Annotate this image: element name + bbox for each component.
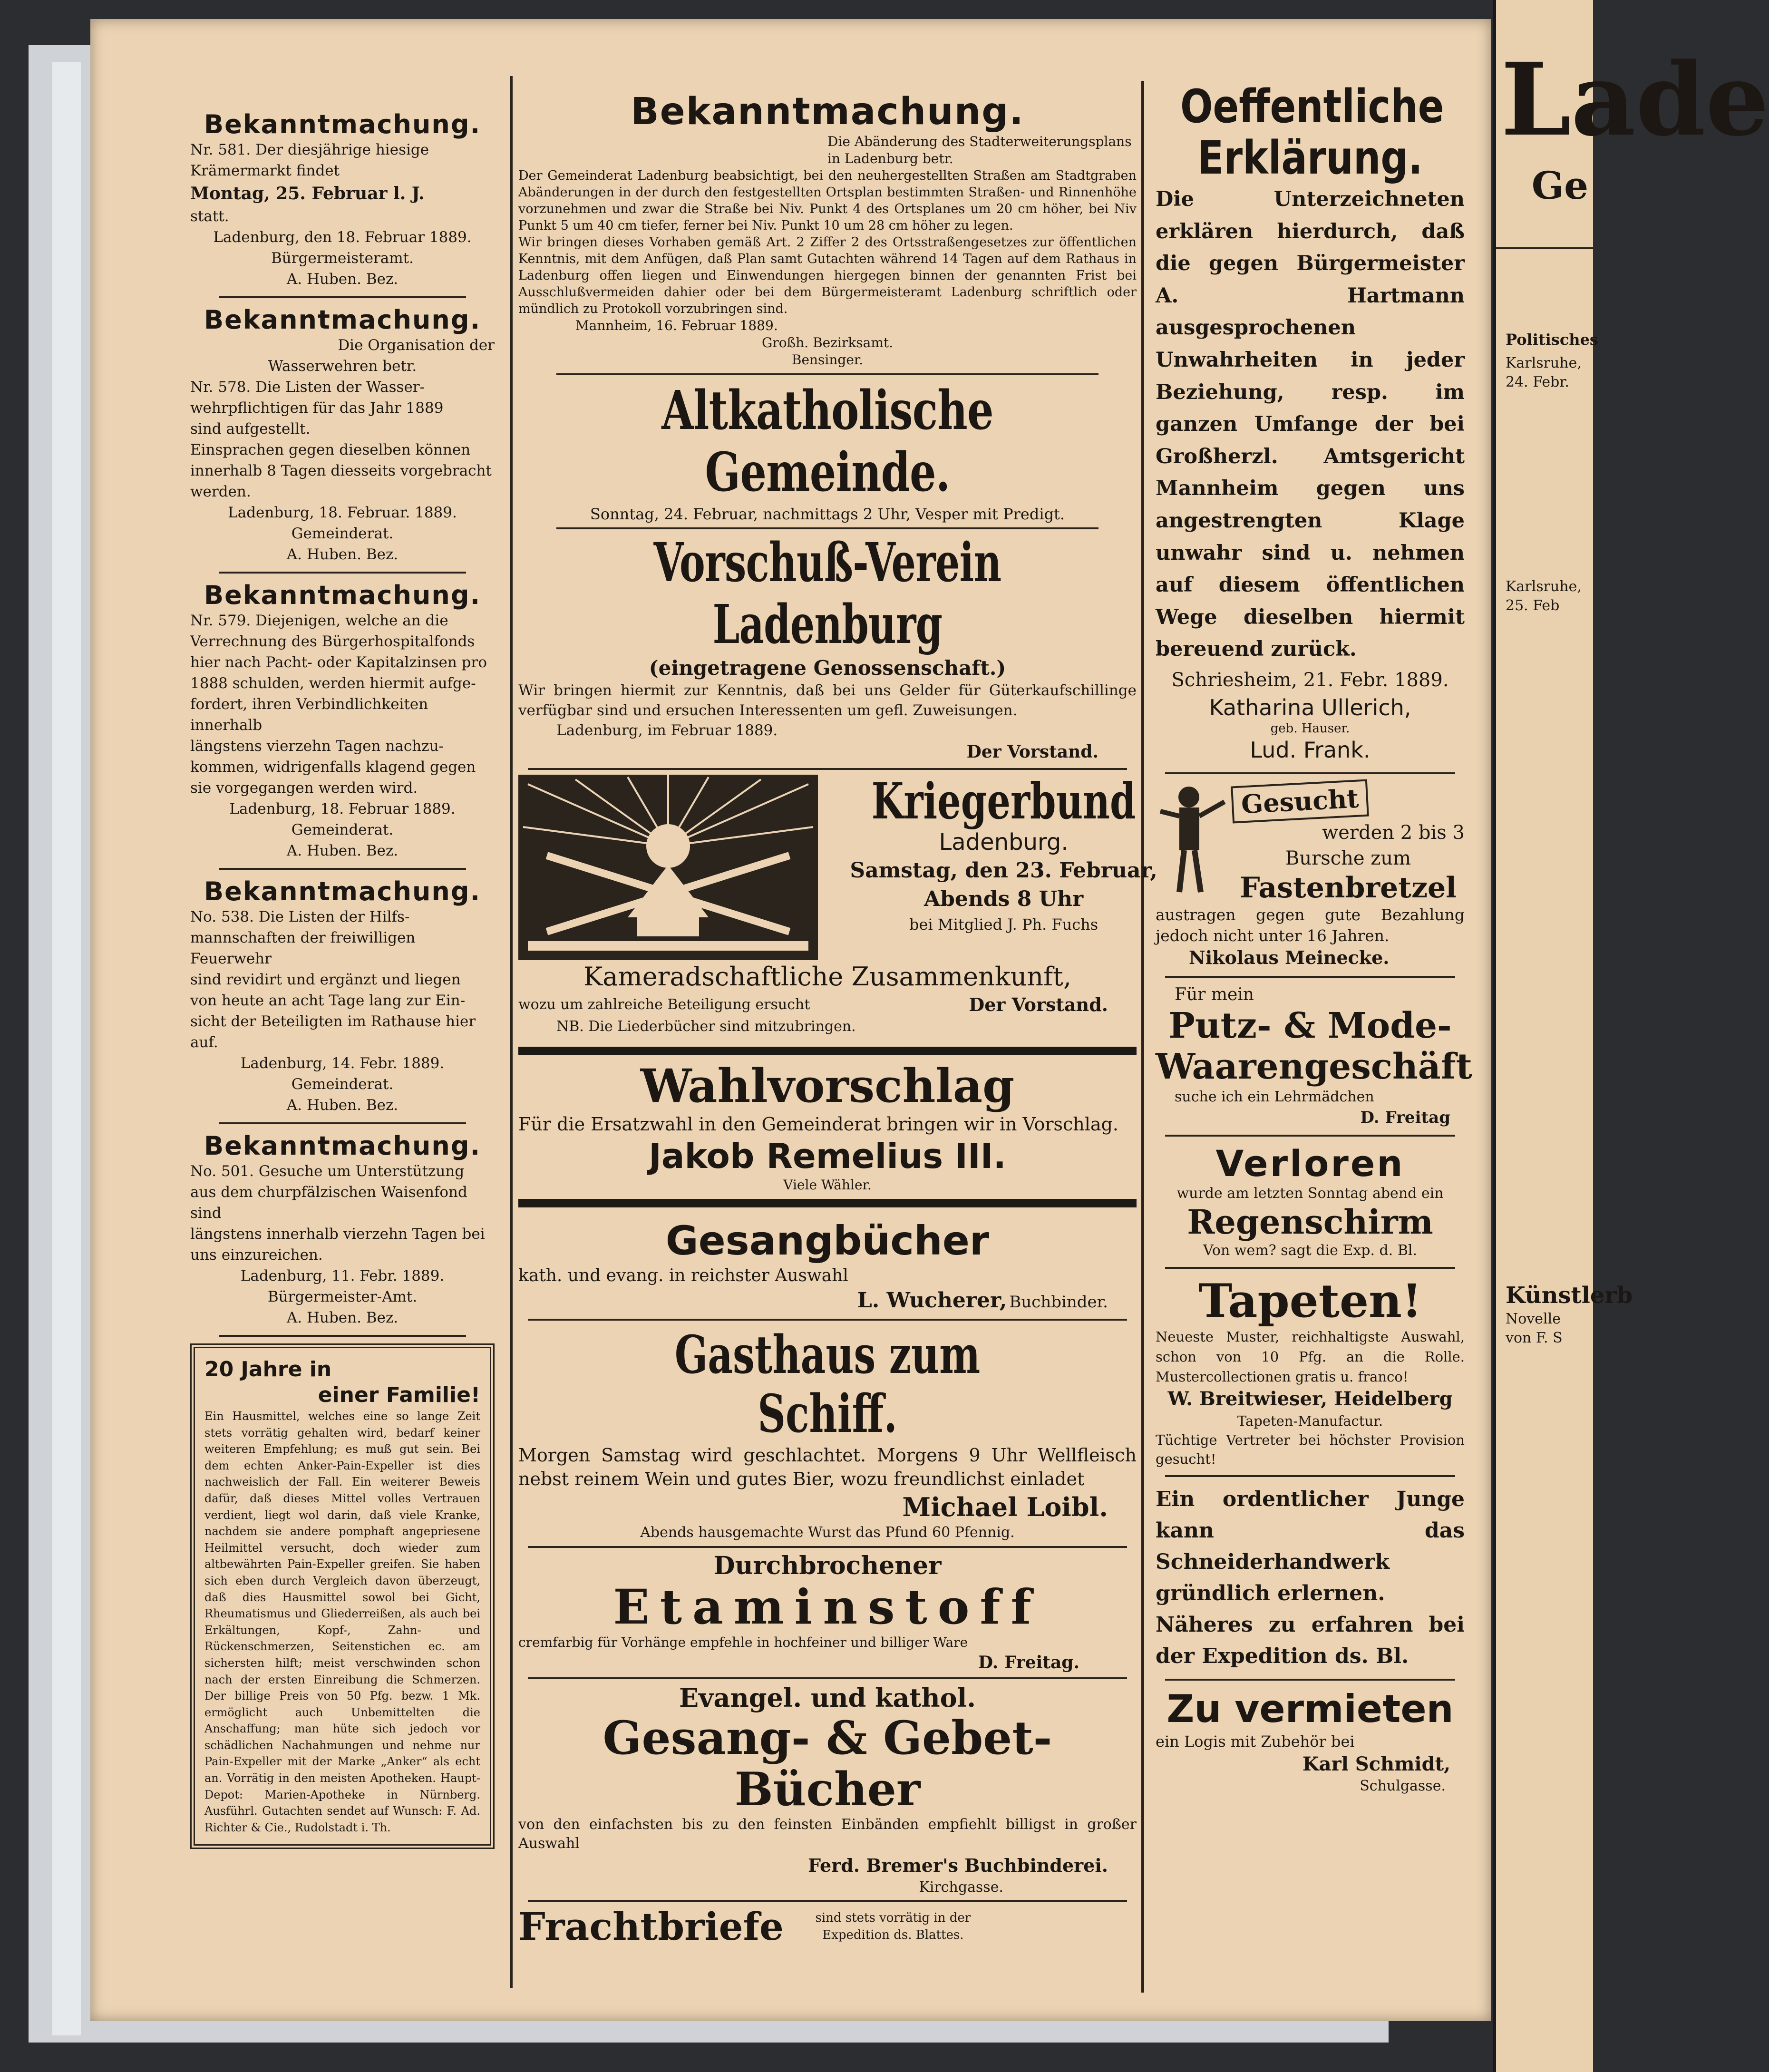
ad-title: Gesang- & Gebet-Bücher [603, 1711, 1052, 1816]
ad-title: Zu vermieten [1166, 1686, 1454, 1731]
notice-line: fordert, ihren Verbindlichkeiten innerhalb [190, 696, 428, 734]
notice-line: innerhalb 8 Tagen diesseits vorgebracht [190, 462, 492, 479]
ad-text: von den einfachsten bis zu den feinsten Einbänden empfiehlt billigst in großer Auswahl [518, 1816, 1137, 1852]
ad-title: einer Familie! [318, 1383, 480, 1407]
ad-kriegerbund [518, 772, 1157, 1037]
divider [219, 1335, 466, 1337]
divider [1165, 976, 1455, 978]
ad-firm: Tapeten-Manufactur. [1237, 1412, 1383, 1429]
notice-line: No. 501. Gesuche um Unterstützung [190, 1163, 465, 1180]
notice-line: statt. [190, 208, 229, 225]
notice-line: Nr. 581. Der diesjährige hiesige [190, 141, 429, 158]
ad-title: Vorschuß-Verein Ladenburg [653, 532, 1001, 656]
notice-krämermarkt [190, 109, 495, 290]
ad-pain-expeller [190, 1343, 495, 1849]
notice-title: Bekanntmachung. [204, 109, 481, 139]
ad-banner: Gesucht [1231, 779, 1369, 823]
ad-subtitle: (eingetragene Genossenschaft.) [649, 656, 1006, 680]
ad-signature: Karl Schmidt, [1302, 1752, 1450, 1775]
ad-signature: Der Vorstand. [969, 994, 1108, 1015]
notice-body: Wir bringen dieses Vorhaben gemäß Art. 2 Ziffer 2 des Ortsstraßengesetzes zur öffentlichen Kenntnis, mit dem Anfügen, daß Plan samt Gutachten während 14 Tagen auf dem Rathaus in Ladenburg offen liegen und Einwendungen hiergegen binnen der genannten Frist bei Ausschlußvermeiden dahier oder bei dem Bürgermeisteramt Ladenburg schriftlich oder mündlich zu Protokoll vorzubringen sind. [518, 235, 1137, 316]
notice-signature: A. Huben. Bez. [286, 271, 399, 288]
divider [528, 1319, 1127, 1321]
notice-line: Montag, 25. Februar l. J. [190, 184, 425, 204]
notice-waisenfond [190, 1131, 495, 1328]
ad-gesangbuecher [518, 1217, 1137, 1314]
ad-text: Sonntag, 24. Februar, nachmittags 2 Uhr, Vesper mit Predigt. [590, 505, 1065, 523]
ad-signature: Der Vorstand. [966, 742, 1098, 762]
ad-text: sind stets vorrätig in der Expedition ds. Blattes. [815, 1911, 971, 1942]
ad-signature: L. Wucherer, [857, 1288, 1007, 1313]
notice-title: Bekanntmachung. [631, 90, 1024, 133]
ad-text: austragen gegen gute Bezahlung jedoch nicht unter 16 Jahren. [1156, 905, 1465, 945]
ad-signature: Michael Loibl. [902, 1492, 1108, 1522]
notice-line: Die Organisation der [338, 337, 495, 354]
divider [1165, 772, 1455, 774]
notice-line: uns einzureichen. [190, 1246, 323, 1264]
ad-text: Morgen Samstag wird geschlachtet. Morgens 9 Uhr Wellfleisch nebst reinem Wein und gutes Bier, wozu freundlichst einladet [518, 1445, 1137, 1489]
notice-line: sicht der Beteiligten im Rathause hier [190, 1013, 476, 1030]
ad-note: NB. Die Liederbücher sind mitzubringen. [556, 1018, 856, 1035]
column-rule [1141, 81, 1144, 1993]
ad-title: Etaminstoff [613, 1579, 1042, 1635]
notice-date: Mannheim, 16. Februar 1889. [575, 318, 778, 333]
next-page-text: Karlsruhe, 25. Feb [1506, 578, 1582, 614]
ad-text: Die Unterzeichneten erklären hierdurch, daß die gegen Bürgermeister A. Hartmann ausgesprochenen Unwahrheiten in jeder Beziehung, resp. im ganzen Umfange der bei Großherzl. Amtsgericht Mannheim gegen uns angestrengten Klage unwahr sind u. nehmen auf diesem öffentlichen Wege dieselben hiermit bereuend zurück. [1156, 187, 1465, 661]
notice-line: Bürgermeisteramt. [271, 250, 414, 267]
next-page-text: Karlsruhe, 24. Febr. [1506, 355, 1582, 390]
ad-text: cremfarbig für Vorhänge empfehle in hochfeiner und billiger Ware [518, 1634, 968, 1650]
ad-text: Bursche zum [1285, 847, 1411, 869]
ad-pre: Evangel. und kathol. [679, 1683, 976, 1713]
ad-title: Putz- & Mode-Waarengeschäft [1156, 1005, 1472, 1087]
notice-line: Verrechnung des Bürgerhospitalfonds [190, 633, 475, 650]
ad-verloren [1156, 1143, 1465, 1260]
notice-title: Bekanntmachung. [204, 876, 481, 906]
ad-text: kath. und evang. in reichster Auswahl [518, 1266, 848, 1285]
notice-subject: Die Abänderung des Stadterweiterungsplans in Ladenburg betr. [827, 134, 1132, 166]
notice-line: wehrpflichtigen für das Jahr 1889 [190, 399, 444, 417]
ad-title: Altkatholische Gemeinde. [661, 379, 993, 504]
binder-spine [52, 62, 81, 2035]
ad-pre: Für mein [1175, 984, 1254, 1004]
ad-title: Wahlvorschlag [640, 1059, 1015, 1113]
ad-text: wurde am letzten Sonntag abend ein [1176, 1185, 1444, 1202]
ad-signature: Lud. Frank. [1250, 737, 1370, 763]
notice-line: aus dem churpfälzischen Waisenfond sind [190, 1184, 467, 1222]
ad-title: Frachtbriefe [518, 1904, 784, 1949]
ad-signature: D. Freitag [1360, 1108, 1450, 1127]
ad-street: Kirchgasse. [919, 1879, 1003, 1896]
notice-line: Gemeinderat. [291, 1076, 394, 1093]
ad-gasthaus-zum-schiff [518, 1325, 1137, 1542]
notice-line: auf. [190, 1034, 218, 1051]
ad-signature: W. Breitwieser, Heidelberg [1167, 1387, 1453, 1410]
divider [219, 1122, 466, 1124]
notice-line: Bürgermeister-Amt. [267, 1288, 418, 1305]
next-page-edge [1493, 0, 1769, 2072]
divider [1165, 1135, 1455, 1137]
ad-text: werden 2 bis 3 [1322, 821, 1465, 844]
notice-line: Wasserwehren betr. [268, 358, 417, 375]
ad-title: Gasthaus zum Schiff. [674, 1324, 981, 1444]
ad-event: Kameradschaftliche Zusammenkunft, [583, 962, 1072, 992]
divider [1165, 1679, 1455, 1681]
notice-line: No. 538. Die Listen der Hilfs- [190, 908, 410, 925]
notice-signature: A. Huben. Bez. [286, 1097, 399, 1114]
ad-gebet-buecher [518, 1683, 1137, 1897]
notice-signature: A. Huben. Bez. [286, 842, 399, 859]
ad-text: Neueste Muster, reichhaltigste Auswahl, schon von 10 Pfg. an die Rolle. Mustercollectionen gratis u. franco! [1156, 1328, 1465, 1385]
ad-candidate: Jakob Remelius III. [649, 1136, 1006, 1176]
ad-gesucht [1156, 783, 1465, 969]
column-left [190, 109, 495, 1849]
ad-title: 20 Jahre in [204, 1357, 332, 1381]
ad-wahlvorschlag [518, 1060, 1137, 1194]
notice-line: 1888 schulden, werden hiermit aufge- [190, 675, 476, 692]
notice-line: Einsprachen gegen dieselben können [190, 441, 471, 458]
ad-location: bei Mitglied J. Ph. Fuchs [909, 915, 1098, 934]
notice-line: sind aufgestellt. [190, 420, 311, 438]
column-rule [510, 76, 513, 1988]
ad-date: Samstag, den 23. Februar, [850, 858, 1157, 883]
ad-title: Kriegerbund [871, 772, 1136, 830]
ad-body: Ein Hausmittel, welches eine so lange Zeit stets vorrätig gehalten wird, bedarf keiner weiteren Empfehlung; es muß gut sein. Bei dem echten Anker-Pain-Expeller ist dies nachweislich der Fall. Ein weiterer Beweis dafür, daß dieses Mittel volles Vertrauen verdient, liegt wol darin, daß viele Kranke, nachdem sie andere pomphaft angepriesene Heilmittel versucht, doch wieder zum altbewährten Pain-Expeller greifen. Sie haben sich eben durch Vergleich davon überzeugt, daß dies Hausmittel sowol bei Gicht, Rheumatismus und Gliederreißen, als auch bei Erkältungen, Kopf-, Zahn- und Rückenschmerzen, Seitenstichen ec. am sichersten hilft; meist verschwinden schon nach der ersten Einreibung die Schmerzen. Der billige Preis von 50 Pfg. bezw. 1 Mk. ermöglicht auch Unbemittelten die Anschaffung; man hüte sich jedoch vor schädlichen Nachahmungen und nehme nur Pain-Expeller mit der Marke „Anker“ als echt an. Vorrätig in den meisten Apotheken. Haupt-Depot: Marien-Apotheke in Nürnberg. Ausführl. Gutachten sendet auf Wunsch: F. Ad. Richter & Cie., Rudolstadt i. Th. [204, 1410, 480, 1834]
ad-title: Oeffentliche [1180, 80, 1444, 133]
ad-signature: Katharina Ullerich, [1209, 694, 1411, 720]
ad-date: Schriesheim, 21. Febr. 1889. [1171, 669, 1449, 691]
ad-schneider-junge [1156, 1484, 1465, 1672]
notice-title: Bekanntmachung. [204, 305, 481, 335]
next-page-masthead: Lade [1501, 41, 1769, 158]
ad-text: Wir bringen hiermit zur Kenntnis, daß bei uns Gelder für Güterkaufschillinge verfügbar sind und ersuchen Interessenten um gefl. Zuweisungen. [518, 682, 1137, 719]
column-right [1156, 80, 1472, 1796]
ad-title: Erklärung. [1197, 131, 1423, 185]
next-page-text: Künstlerb [1506, 1282, 1633, 1309]
ad-title: Tapeten! [1198, 1274, 1422, 1328]
divider [1165, 1475, 1455, 1477]
military-emblem-illustration [518, 775, 818, 960]
ad-note: Abends hausgemachte Wurst das Pfund 60 Pfennig. [640, 1524, 1015, 1541]
divider [1165, 1267, 1455, 1269]
next-page-text: Politisches [1506, 331, 1598, 349]
next-page-text: Ge [1531, 163, 1588, 208]
ad-signature: Nikolaus Meinecke. [1189, 946, 1390, 968]
boy-with-banner-illustration [1156, 783, 1227, 897]
notice-line: Ladenburg, 14. Febr. 1889. [240, 1055, 445, 1072]
notice-line: Krämermarkt findet [190, 162, 340, 179]
notice-line: Nr. 578. Die Listen der Wasser- [190, 379, 425, 396]
notice-body: Der Gemeinderat Ladenburg beabsichtigt, bei den neuhergestellten Straßen am Stadtgraben Abänderungen in der durch den festgestellten Ortsplan bestimmten Straßen- und Rinnenhöhe vorzunehmen und zwar die Straße bei Niv. Punkt 4 des Ortsplanes um 20 cm höher, bei Niv Punkt 5 um 40 cm tiefer, ferner bei Niv. Punkt 10 um 28 cm höher zu legen. [518, 168, 1137, 233]
notice-line: hier nach Pacht- oder Kapitalzinsen pro [190, 654, 487, 671]
divider-thick [518, 1199, 1137, 1207]
ad-signature: Ferd. Bremer's Buchbinderei. [808, 1855, 1108, 1876]
ad-text: suche ich ein Lehrmädchen [1175, 1088, 1374, 1105]
ad-putz-mode [1156, 984, 1472, 1128]
notice-feuerwehr [190, 876, 495, 1116]
ad-zu-vermieten [1156, 1687, 1465, 1796]
divider [528, 768, 1127, 770]
ad-item: Fastenbretzel [1240, 871, 1457, 905]
ad-altkatholische-gemeinde [518, 380, 1137, 525]
ad-tapeten [1156, 1275, 1465, 1469]
divider [528, 1546, 1127, 1548]
notice-line: Gemeinderat. [291, 821, 394, 838]
notice-wasserwehren [190, 305, 495, 565]
ad-trade: Buchbinder. [1009, 1293, 1108, 1312]
ad-signature: Viele Wähler. [783, 1177, 872, 1193]
divider [528, 1900, 1127, 1902]
notice-line: sie vorgegangen werden wird. [190, 779, 418, 797]
ad-time: Abends 8 Uhr [923, 887, 1084, 911]
ad-text: Ein ordentlicher Junge kann das Schneiderhandwerk gründlich erlernen. [1156, 1487, 1465, 1605]
notice-office: Großh. Bezirksamt. [761, 335, 894, 350]
ad-vorschuss-verein [518, 532, 1137, 763]
notice-signature: A. Huben. Bez. [286, 1309, 399, 1326]
ad-pre: Durchbrochener [713, 1551, 942, 1580]
notice-stadterweiterung [518, 90, 1137, 369]
notice-line: sind revidirt und ergänzt und liegen [190, 971, 461, 988]
ad-item: Regenschirm [1187, 1202, 1433, 1242]
divider [556, 373, 1098, 375]
newspaper-page [90, 19, 1491, 2021]
notice-title: Bekanntmachung. [204, 1131, 481, 1161]
ad-title: Gesangbücher [665, 1217, 990, 1264]
notice-line: Nr. 579. Diejenigen, welche an die [190, 612, 448, 629]
divider [556, 527, 1098, 529]
ad-oeffentliche-erklaerung [1156, 81, 1465, 764]
ad-note: Tüchtige Vertreter bei höchster Provision gesucht! [1156, 1431, 1465, 1467]
ad-text: ein Logis mit Zubehör bei [1156, 1732, 1355, 1751]
next-page-text: Novelle von F. S [1506, 1311, 1563, 1346]
notice-line: Ladenburg, den 18. Februar 1889. [213, 229, 472, 246]
notice-line: Ladenburg, 11. Febr. 1889. [240, 1267, 445, 1284]
notice-line: Gemeinderat. [291, 525, 394, 542]
ad-text: Von wem? sagt die Exp. d. Bl. [1203, 1242, 1418, 1259]
ad-date: Ladenburg, im Februar 1889. [556, 722, 778, 739]
divider [219, 868, 466, 870]
divider [219, 572, 466, 574]
ad-place: Ladenburg. [939, 829, 1069, 856]
ad-street: Schulgasse. [1360, 1777, 1446, 1794]
notice-signature: Bensinger. [791, 352, 864, 368]
ad-text: Näheres zu erfahren bei der Expedition ds. Bl. [1156, 1612, 1465, 1668]
ad-signature-note: geb. Hauser. [1270, 721, 1350, 736]
ad-frachtbriefe [518, 1905, 1137, 1948]
notice-title: Bekanntmachung. [204, 580, 481, 610]
notice-line: längstens innerhalb vierzehn Tagen bei [190, 1226, 485, 1243]
ad-etaminstoff [518, 1552, 1137, 1673]
ad-title: Verloren [1215, 1142, 1405, 1185]
divider-thick [518, 1047, 1137, 1055]
notice-bürgerhospital [190, 580, 495, 861]
ad-text: Für die Ersatzwahl in den Gemeinderat bringen wir in Vorschlag. [518, 1114, 1118, 1135]
column-middle [518, 90, 1157, 1949]
notice-line: kommen, widrigenfalls klagend gegen [190, 759, 476, 776]
notice-line: von heute an acht Tage lang zur Ein- [190, 992, 466, 1009]
notice-line: längstens vierzehn Tagen nachzu- [190, 738, 444, 755]
notice-line: Ladenburg, 18. Februar 1889. [229, 800, 456, 817]
notice-signature: A. Huben. Bez. [286, 546, 399, 563]
ad-invite: wozu um zahlreiche Beteiligung ersucht [518, 996, 810, 1013]
divider [219, 296, 466, 298]
ad-signature: D. Freitag. [978, 1653, 1079, 1673]
notice-line: mannschaften der freiwilligen Feuerwehr [190, 929, 416, 967]
divider [528, 1677, 1127, 1679]
notice-line: werden. [190, 483, 251, 500]
notice-line: Ladenburg, 18. Februar. 1889. [228, 504, 457, 521]
